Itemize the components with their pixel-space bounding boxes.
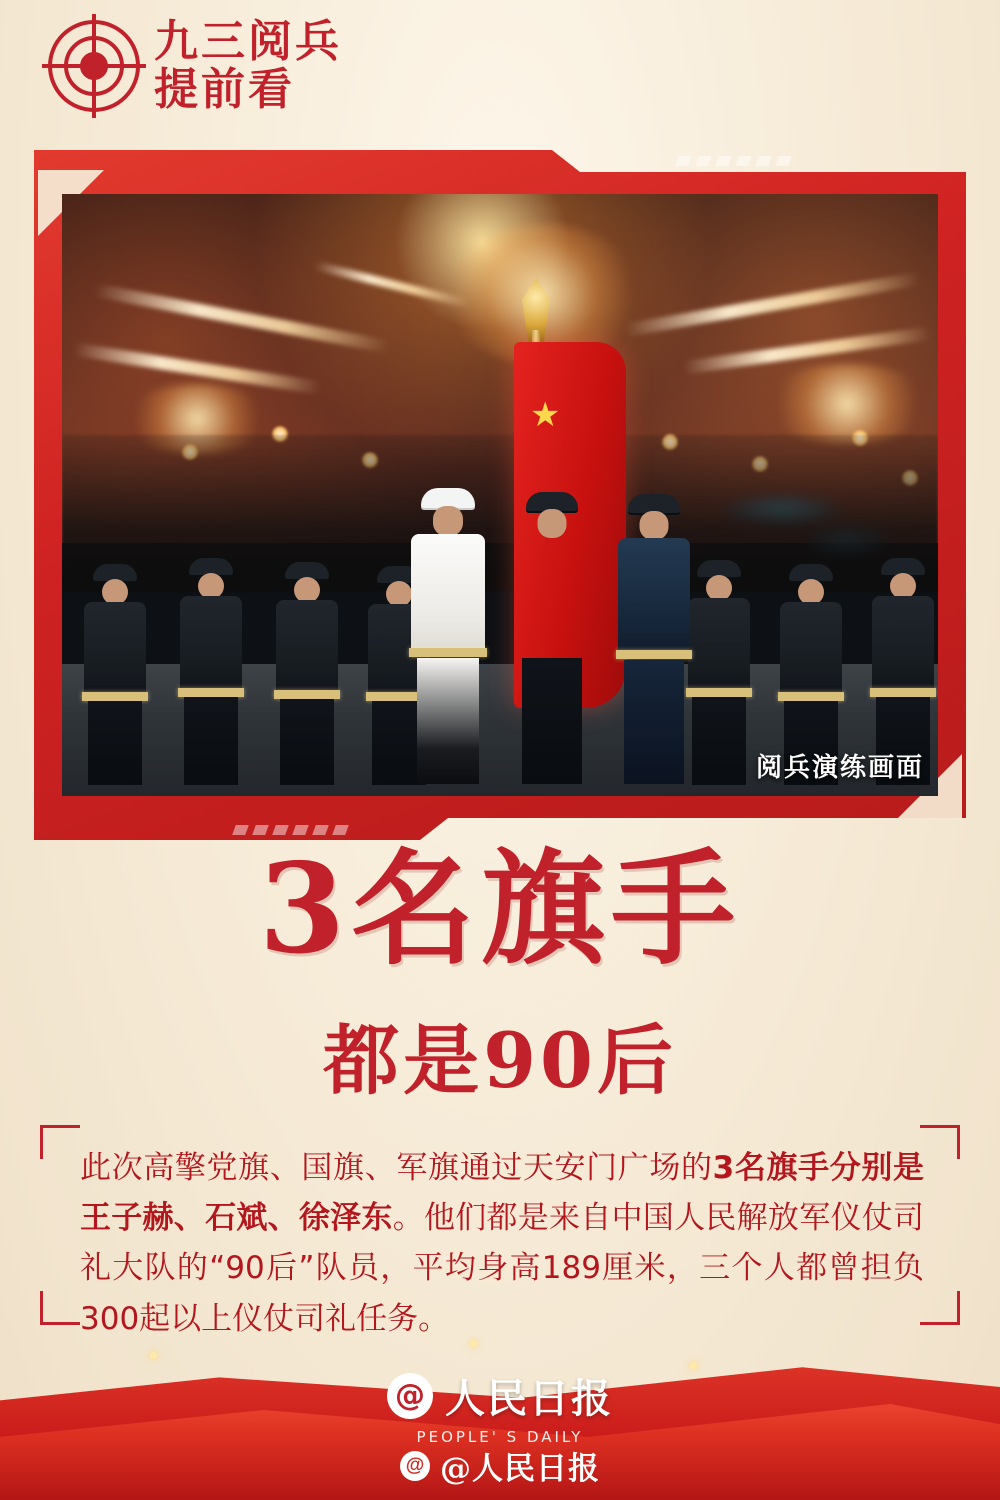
parade-photo: [62, 194, 938, 796]
flag-bearer-center: [508, 492, 596, 784]
flag-bearer-white: [404, 488, 492, 784]
body-highlight2: 王子赫、石斌、徐泽东: [80, 1200, 393, 1237]
brand-lockup: [0, 1367, 1000, 1424]
series-title-line1: 九三阅兵: [154, 16, 342, 67]
brand-name: 人民日报: [445, 1375, 613, 1422]
photo-frame: [34, 150, 966, 840]
body-highlight1: 3名旗手分别是: [712, 1150, 924, 1186]
weibo-icon[interactable]: @: [400, 1451, 430, 1481]
body-text-block: [40, 1125, 960, 1337]
body-part1: 此次高擎党旗、国旗、军旗通过天安门广场的: [80, 1150, 713, 1186]
frame-notches-bottom: [234, 825, 347, 835]
frame-notches-top: [677, 156, 790, 166]
series-title-line2: 提前看: [154, 63, 295, 115]
weibo-handle-row[interactable]: [0, 1443, 1000, 1488]
poster-header: [48, 18, 342, 113]
flag-bearer-blue: [610, 494, 698, 784]
subheadline: 都是90后: [323, 1016, 677, 1105]
photo-caption: 阅兵演练画面: [755, 753, 924, 783]
headline: 3名旗手: [258, 837, 742, 982]
weibo-handle[interactable]: @人民日报: [440, 1451, 600, 1487]
bracket-top-right: [920, 1125, 960, 1159]
brand-name-en: PEOPLE' S DAILY: [416, 1428, 584, 1446]
series-title: [154, 18, 342, 113]
target-icon: [48, 20, 140, 112]
body-part2: 。他们都是来自中国人民解放军仪仗司礼大队的“90后”队员，平均身高189厘米，三个人都曾担负300起以上仪仗司礼任务。: [80, 1200, 925, 1337]
weibo-logo-icon: @: [387, 1373, 433, 1419]
bracket-top-left: [40, 1125, 80, 1159]
